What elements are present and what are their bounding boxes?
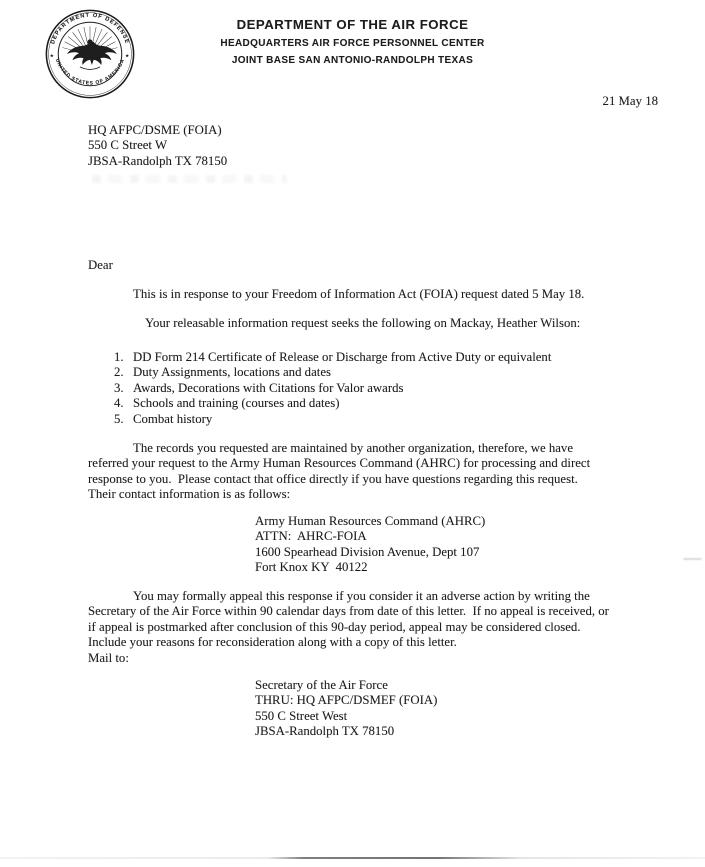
appeal-mailing-address [255,678,437,740]
paragraph-request-subject: Your releasable information request seeks the following on Mackay, Heather Wilson: [145,316,581,330]
letterhead-base: JOINT BASE SAN ANTONIO-RANDOLPH TEXAS [231,54,474,66]
paragraph-response-intro: This is in response to your Freedom of Information Act (FOIA) request dated 5 May 18. [133,287,585,301]
list-item [114,412,551,427]
list-item-text: DD Form 214 Certificate of Release or Discharge from Active Duty or equivalent [133,350,552,364]
list-item-number: 5. [114,411,124,426]
sender-address-line: JBSA-Randolph TX 78150 [88,153,228,168]
letterhead-headquarters: HEADQUARTERS AIR FORCE PERSONNEL CENTER [220,38,485,50]
seal-star-right-icon: ★ [125,53,130,59]
ahrc-address-line: Fort Knox KY 40122 [255,560,368,575]
mail-to-label: Mail to: [88,650,129,665]
appeal-section [88,589,616,666]
list-item-number: 4. [114,396,124,411]
list-item-text: Schools and training (courses and dates) [133,396,340,411]
appeal-address-line: Secretary of the Air Force [255,678,388,692]
ahrc-address-line: ATTN: AHRC-FOIA [255,529,367,544]
sender-address-line: HQ AFPC/DSME (FOIA) [88,123,222,137]
appeal-address-line: THRU: HQ AFPC/DSMEF (FOIA) [255,693,438,708]
list-item-text: Combat history [133,411,213,426]
appeal-address-line: JBSA-Randolph TX 78150 [255,724,395,739]
paragraph-appeal: You may formally appeal this response if you consider it an adverse action by writing the Secretary of the Air Force within 90 calendar days from date of this letter. If no appeal is received, or if appeal is postmarked after conclusion of this 90-day period, appeal may be considered closed. Include your reasons for reconsideration along with a copy of this letter. [88,589,613,650]
sender-address-line: 550 C Street W [88,138,168,153]
seal-star-left-icon: ★ [49,53,54,59]
appeal-address-line: 550 C Street West [255,708,348,723]
list-item [114,381,551,396]
seal-bottom-text: UNITED STATES OF AMERICA [53,58,127,87]
seal-top-text: DEPARTMENT OF DEFENSE [50,12,130,46]
sender-address [88,123,227,169]
letterhead [0,17,705,69]
list-item-number: 2. [114,365,124,380]
ahrc-contact-address [255,514,485,576]
list-item [114,365,551,380]
list-item-number: 3. [114,380,124,395]
scan-smudge-artifact [683,558,702,560]
list-item [114,350,551,365]
salutation: Dear [88,258,113,272]
list-item-text: Awards, Decorations with Citations for Valor awards [133,380,404,395]
list-item-number: 1. [114,350,124,364]
letterhead-department: DEPARTMENT OF THE AIR FORCE [236,17,469,32]
request-items-list [114,350,551,427]
scan-bleedthrough-artifact [92,175,287,183]
ahrc-address-line: 1600 Spearhead Division Avenue, Dept 107 [255,544,480,559]
letter-date: 21 May 18 [602,94,658,108]
scan-line-artifact [0,857,705,859]
list-item-text: Duty Assignments, locations and dates [133,365,331,380]
list-item [114,396,551,411]
ahrc-address-line: Army Human Resources Command (AHRC) [255,514,486,528]
paragraph-referral: The records you requested are maintained by another organization, therefore, we have referred your request to the Army Human Resources Command (AHRC) for processing and direct response to you. Please contact that office directly if you have questions regarding this request. Their contact information is as follows: [88,441,594,502]
